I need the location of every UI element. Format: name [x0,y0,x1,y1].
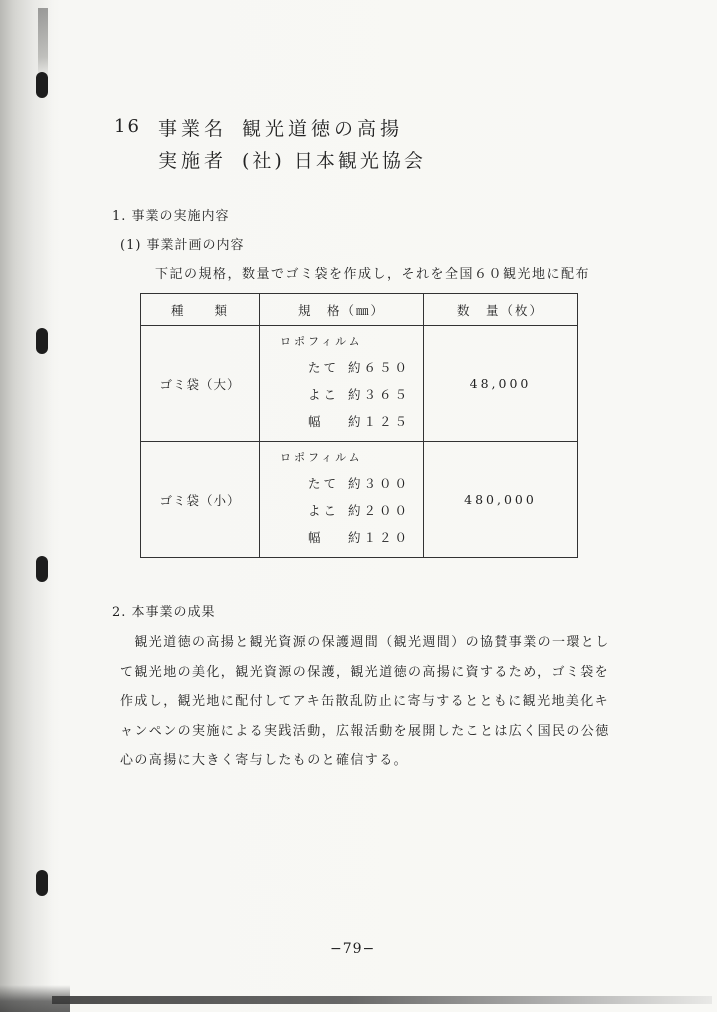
table-row [141,326,578,442]
item-number: 16 [114,116,141,137]
page-number: −79− [330,941,376,957]
row-quantity: 480,000 [424,442,578,558]
spec-value: 約３６５ [348,387,411,402]
spec-label: たて [308,476,340,491]
body-line: 観光道徳の高揚と観光資源の保護週間（観光週間）の協賛事業の一環とし [120,635,610,650]
spec-value: 約６５０ [348,360,411,375]
body-line: 作成し，観光地に配付してアキ缶散乱防止に寄与するとともに観光地美化キ [120,694,610,709]
row-quantity: 48,000 [424,326,578,442]
spec-line [260,524,423,551]
punch-hole [36,870,48,896]
section-2-body [120,628,640,776]
section-2-heading: 2. 本事業の成果 [112,605,216,620]
spec-label: 幅 [308,530,324,545]
body-line: ャンペンの実施による実践活動，広報活動を展開したことは広く国民の公徳 [120,723,610,739]
spec-line [260,408,423,435]
spec-label: たて [308,360,340,375]
section-1-subheading: (1) 事業計画の内容 [120,238,245,253]
staple-mark [38,8,48,78]
spec-label: よこ [308,503,340,518]
row-specs [260,442,424,558]
table-row [141,442,578,558]
spec-label: よこ [308,387,340,402]
spec-material: ロポフィルム [280,335,363,348]
body-line: 心の高揚に大きく寄与したものと確信する。 [120,753,409,768]
row-type: ゴミ袋（小） [141,442,260,558]
spec-line [260,381,423,408]
punch-hole [36,556,48,582]
section-1-heading: 1. 事業の実施内容 [112,209,230,224]
spec-material: ロポフィルム [280,451,363,464]
punch-hole [36,72,48,98]
row-type: ゴミ袋（大） [141,326,260,442]
binding-shadow [0,0,52,1012]
spec-table [140,293,578,558]
header-type: 種 類 [141,294,260,326]
punch-hole [36,328,48,354]
project-label: 事業名 [158,118,228,140]
section-1-intro: 下記の規格，数量でゴミ袋を作成し，それを全国６０観光地に配布 [155,267,591,282]
header-quantity: 数 量（枚） [424,294,578,326]
spec-value: 約３００ [348,476,411,491]
spec-line [260,354,423,381]
project-name: 観光道徳の高揚 [242,118,404,140]
spec-value: 約２００ [348,503,411,518]
spec-line [260,470,423,497]
spec-value: 約１２０ [348,530,411,545]
table-header-row [141,294,578,326]
header-spec: 規 格（㎜） [260,294,424,326]
body-line: て観光地の美化，観光資源の保護，観光道徳の高揚に資するため，ゴミ袋を [120,664,610,680]
corner-shadow [0,985,70,1012]
implementer-name: (社) 日本観光協会 [242,150,426,172]
implementer-label: 実施者 [158,150,228,172]
bottom-edge-shadow [52,996,712,1004]
spec-line [260,497,423,524]
spec-value: 約１２５ [348,414,411,429]
spec-label: 幅 [308,414,324,429]
row-specs [260,326,424,442]
